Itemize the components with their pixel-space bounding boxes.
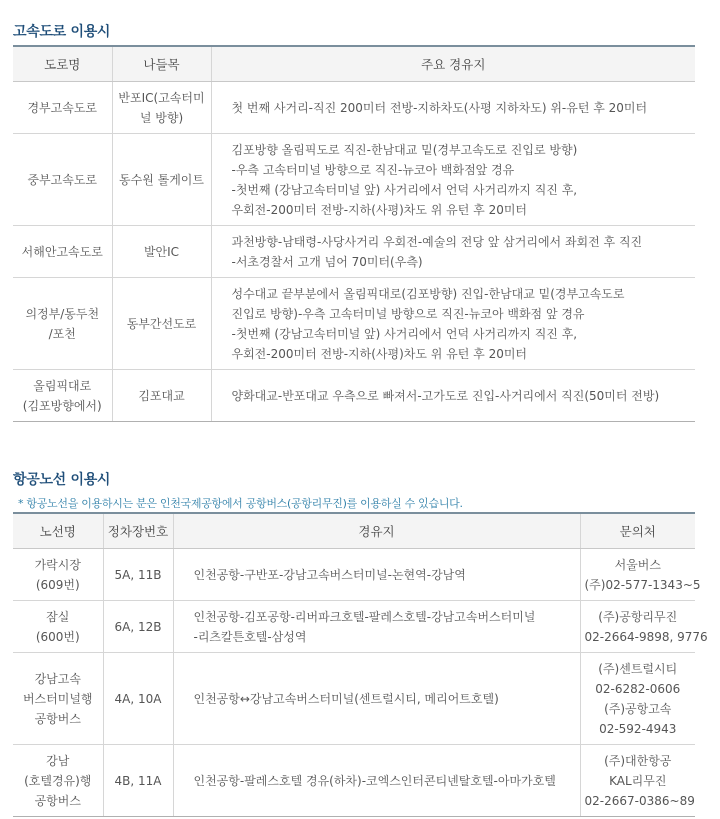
contact-cell-line: (주)센트럴시티 <box>598 661 678 676</box>
route-cell <box>211 278 695 370</box>
header-road: 도로명 <box>13 46 112 82</box>
table-row <box>13 82 695 134</box>
airport-table <box>13 512 708 817</box>
table-row <box>13 653 695 745</box>
table-row <box>13 226 695 278</box>
header-contact: 문의처 <box>580 513 695 549</box>
stop-number-cell <box>103 745 173 817</box>
road-name-cell <box>13 82 112 134</box>
contact-cell-line: (주)대한항공 <box>604 753 672 768</box>
road-name-cell-line: 경부고속도로 <box>27 100 98 115</box>
road-name-cell <box>13 370 112 422</box>
highway-header-row <box>13 46 695 82</box>
airport-note: * 항공노선을 이용하시는 분은 인천국제공항에서 공항버스(공항리무진)를 이용하실 수 있습니다. <box>18 497 463 510</box>
contact-cell-line: (주)공항리무진 <box>598 609 678 624</box>
header-route: 주요 경유지 <box>211 46 695 82</box>
table-row <box>13 370 695 422</box>
contact-cell <box>580 745 695 817</box>
route-cell-line: -첫번째 (강남고속터미널 앞) 사거리에서 언덕 사거리까지 직진 후, <box>231 182 578 197</box>
route-cell-line: 우회전-200미터 전방-지하(사평)차도 위 유턴 후 20미터 <box>231 202 528 217</box>
exit-cell-line: 동부간선도로 <box>126 316 197 331</box>
exit-cell <box>112 226 211 278</box>
via-cell-line: 인천공항-팔레스호텔 경유(하차)-코엑스인터콘티넨탈호텔-아마가호텔 <box>193 773 556 788</box>
route-cell-line: -우측 고속터미널 방향으로 직진-뉴코아 백화점앞 경유 <box>231 162 515 177</box>
table-row <box>13 601 695 653</box>
contact-cell-line: 02-592-4943 <box>599 721 677 736</box>
header-stop-number: 정차장번호 <box>103 513 173 549</box>
exit-cell <box>112 82 211 134</box>
route-cell <box>211 370 695 422</box>
exit-cell-line: 널 방향) <box>139 110 184 125</box>
route-cell-line: 양화대교-반포대교 우측으로 빠져서-고가도로 진입-사거리에서 직진(50미터 전방) <box>231 388 660 403</box>
line-name-cell-line: 공항버스 <box>34 793 81 808</box>
via-cell <box>173 745 580 817</box>
route-cell-line: 첫 번째 사거리-직진 200미터 전방-지하차도(사평 지하차도) 위-유턴 후 20미터 <box>231 100 648 115</box>
road-name-cell-line: (김포방향에서) <box>22 398 102 413</box>
line-name-cell <box>13 601 103 653</box>
line-name-cell <box>13 549 103 601</box>
route-cell-line: 성수대교 끝부분에서 올림픽대로(김포방향) 진입-한남대교 밑(경부고속도로 <box>231 286 625 301</box>
contact-cell-line: 02-6282-0606 <box>595 681 681 696</box>
via-cell <box>173 601 580 653</box>
contact-cell-line: KAL리무진 <box>609 773 667 788</box>
route-cell-line: 김포방향 올림픽도로 직진-한남대교 밑(경부고속도로 진입로 방향) <box>231 142 578 157</box>
stop-number-cell-line: 4A, 10A <box>114 691 162 706</box>
line-name-cell-line: 공항버스 <box>34 711 81 726</box>
contact-cell <box>580 653 695 745</box>
via-cell <box>173 653 580 745</box>
line-name-cell-line: 가락시장 <box>34 557 81 572</box>
line-name-cell-line: (600번) <box>35 629 80 644</box>
route-cell-line: -첫번째 (강남고속터미널 앞) 사거리에서 언덕 사거리까지 직진 후, <box>231 326 578 341</box>
stop-number-cell <box>103 653 173 745</box>
road-name-cell-line: 서해안고속도로 <box>21 244 103 259</box>
via-cell <box>173 549 580 601</box>
line-name-cell-line: 강남 <box>46 753 70 768</box>
line-name-cell-line: 강남고속 <box>34 671 81 686</box>
exit-cell-line: 동수원 톨게이트 <box>119 172 204 187</box>
exit-cell-line: 반포IC(고속터미 <box>118 90 205 105</box>
stop-number-cell-line: 5A, 11B <box>114 567 162 582</box>
via-cell-line: -리츠칼튼호텔-삼성역 <box>193 629 307 644</box>
via-cell-line: 인천공항-구반포-강남고속버스터미널-논현역-강남역 <box>193 567 466 582</box>
route-cell <box>211 226 695 278</box>
exit-cell-line: 발안IC <box>143 244 180 259</box>
line-name-cell <box>13 653 103 745</box>
contact-cell-line: 02-2667-0386~89 <box>584 793 695 808</box>
line-name-cell-line: (609번) <box>35 577 80 592</box>
header-line-name: 노선명 <box>13 513 103 549</box>
contact-cell <box>580 549 701 601</box>
stop-number-cell <box>103 601 173 653</box>
route-cell-line: 과천방향-남태령-사당사거리 우회전-예술의 전당 앞 삼거리에서 좌회전 후 직진 <box>231 234 643 249</box>
stop-number-cell <box>103 549 173 601</box>
road-name-cell <box>13 278 112 370</box>
route-cell-line: -서초경찰서 고개 넘어 70미터(우측) <box>231 254 423 269</box>
route-cell <box>211 82 695 134</box>
header-exit: 나들목 <box>112 46 211 82</box>
table-row <box>13 549 695 601</box>
route-cell-line: 우회전-200미터 전방-지하(사평)차도 위 유턴 후 20미터 <box>231 346 528 361</box>
exit-cell <box>112 278 211 370</box>
via-cell-line: 인천공항↔강남고속버스터미널(센트럴시티, 메리어트호텔) <box>193 691 499 706</box>
line-name-cell-line: 버스터미널행 <box>22 691 93 706</box>
line-name-cell-line: 잠실 <box>46 609 70 624</box>
line-name-cell <box>13 745 103 817</box>
route-cell <box>211 134 695 226</box>
route-cell-line: 진입로 방향)-우측 고속터미널 방향으로 직진-뉴코아 백화점 앞 경유 <box>231 306 585 321</box>
contact-cell <box>580 601 708 653</box>
road-name-cell-line: 의정부/동두천 <box>25 306 100 321</box>
contact-cell-line: (주)02-577-1343~5 <box>584 577 701 592</box>
table-row <box>13 278 695 370</box>
exit-cell-line: 김포대교 <box>138 388 185 403</box>
stop-number-cell-line: 6A, 12B <box>114 619 162 634</box>
header-via: 경유지 <box>173 513 580 549</box>
line-name-cell-line: (호텔경유)행 <box>24 773 92 788</box>
contact-cell-line: 서울버스 <box>614 557 661 572</box>
road-name-cell-line: 중부고속도로 <box>27 172 98 187</box>
contact-cell-line: (주)공항고속 <box>604 701 672 716</box>
stop-number-cell-line: 4B, 11A <box>114 773 162 788</box>
highway-table <box>13 45 695 422</box>
table-row <box>13 134 695 226</box>
road-name-cell-line: /포천 <box>48 326 76 341</box>
exit-cell <box>112 134 211 226</box>
highway-section-title: 고속도로 이용시 <box>13 24 111 40</box>
road-name-cell <box>13 134 112 226</box>
road-name-cell <box>13 226 112 278</box>
exit-cell <box>112 370 211 422</box>
contact-cell-line: 02-2664-9898, 9776 <box>584 629 708 644</box>
airport-section-title: 항공노선 이용시 <box>13 472 111 488</box>
road-name-cell-line: 올림픽대로 <box>33 378 92 393</box>
table-row <box>13 745 695 817</box>
airport-header-row <box>13 513 695 549</box>
via-cell-line: 인천공항-김포공항-리버파크호텔-팔레스호텔-강남고속버스터미널 <box>193 609 536 624</box>
